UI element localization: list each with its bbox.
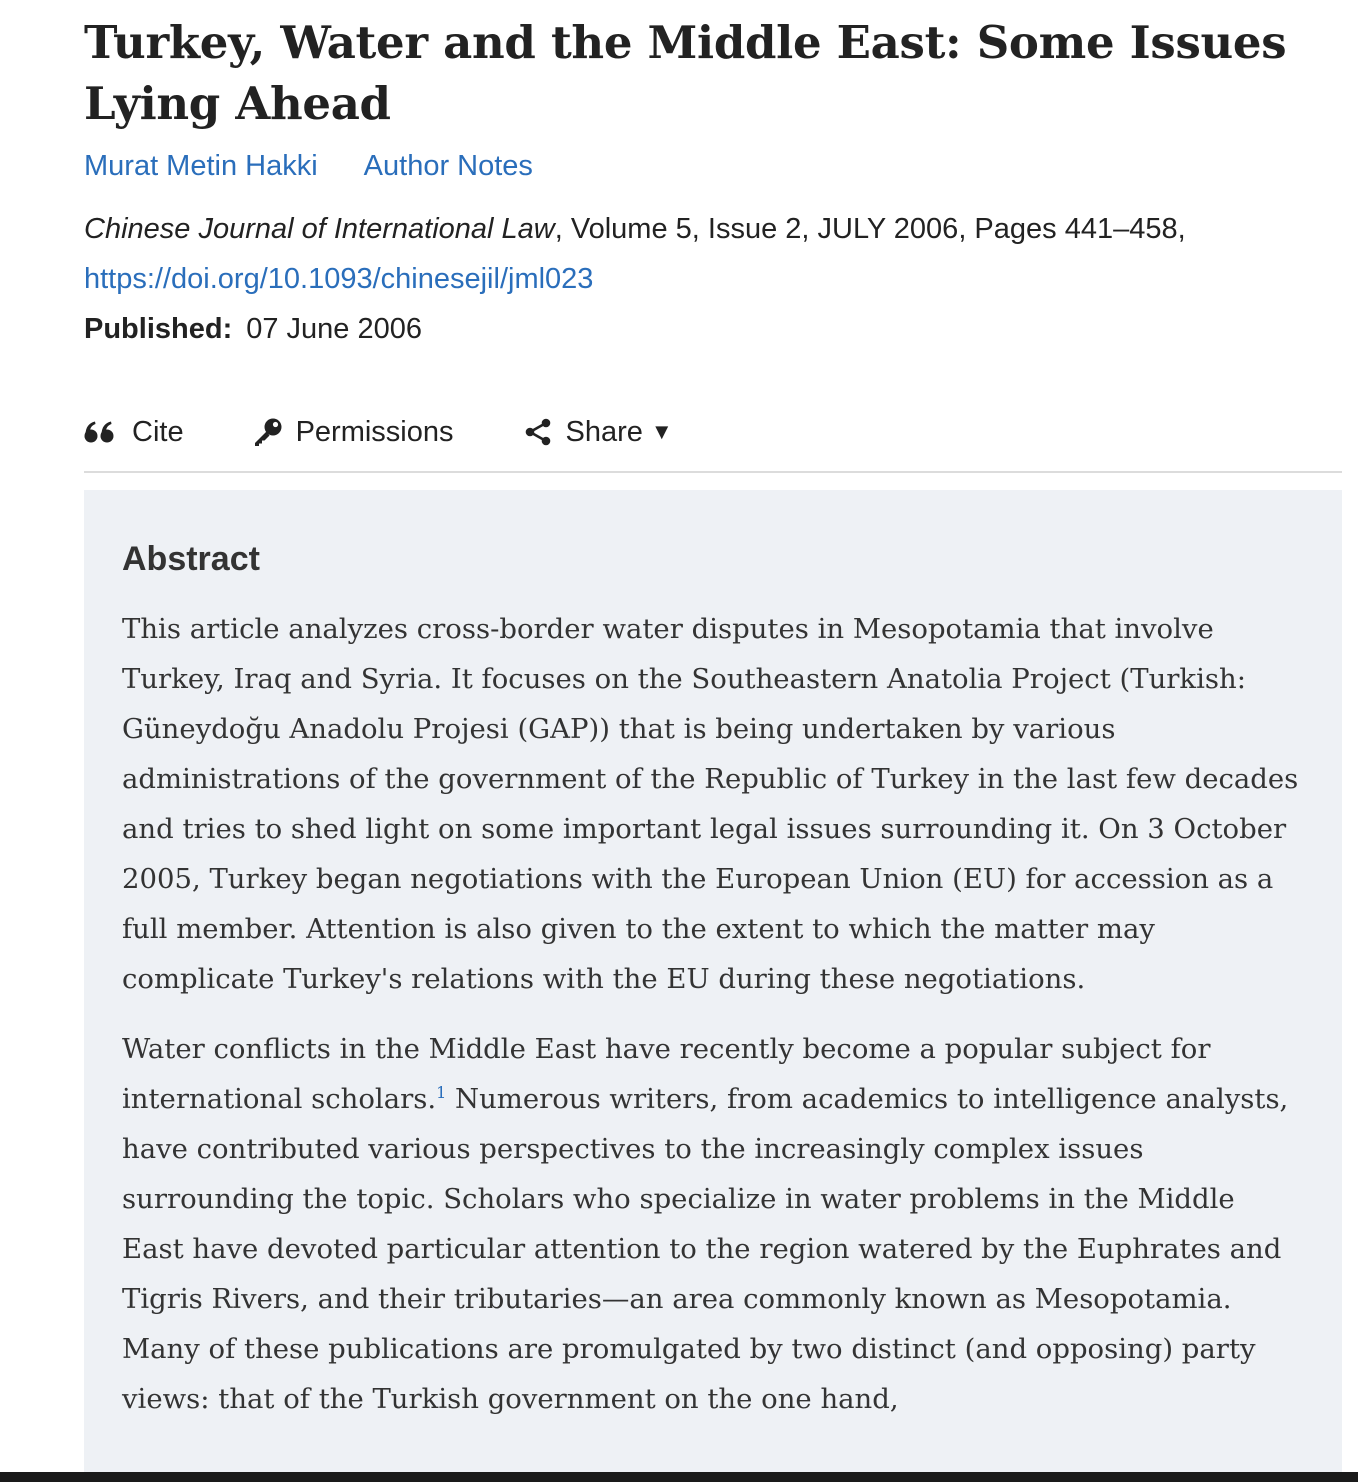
cite-label: Cite [132,415,184,448]
author-notes-link[interactable]: Author Notes [363,149,533,182]
footnote-link[interactable]: 1 [436,1082,447,1102]
published-date: 07 June 2006 [246,313,423,345]
published-label: Published: [84,313,233,345]
published-row [84,304,1342,354]
article-title: Turkey, Water and the Middle East: Some Issues Lying Ahead [84,16,1287,130]
abstract-paragraph: This article analyzes cross-border water disputes in Mesopotamia that involve Turkey, Iraq and Syria. It focuses on the Southeastern Anatolia Project (Turkish: Güneydoğu Anadolu Projesi (GAP)) that is being undertaken by various administrations of the government of the Republic of Turkey in the last few decades and tries to shed light on some important legal issues surrounding it. On 3 October 2005, Turkey began negotiations with the European Union (EU) for accession as a full member. Attention is also given to the extent to which the matter may complicate Turkey's relations with the EU during these negotiations. [122,613,1299,995]
permissions-button[interactable] [252,416,454,449]
body-text-rest: Numerous writers, from academics to intelligence analysts, have contributed various perspectives to the increasingly complex issues surrounding the topic. Scholars who specialize in water problems in the Middle East have devoted particular attention to the region watered by the Euphrates and Tigris Rivers, and their tributaries—an area commonly known as Mesopotamia. Many of these publications are promulgated by two distinct (and opposing) party views: that of the Turkish government on the one hand, [122,1083,1289,1415]
body-paragraph [122,1024,1304,1424]
body-text-start: Water conflicts in the Middle East have recently become a popular subject for international scholars. [122,1033,1211,1115]
cite-button[interactable] [84,416,184,449]
author-row [84,146,1342,186]
doi-link[interactable]: https://doi.org/10.1093/chinesejil/jml023 [84,263,594,295]
article-toolbar [84,400,1342,464]
permissions-label: Permissions [295,415,454,448]
citation [84,204,1342,304]
share-button[interactable] [522,416,673,449]
toolbar-divider [84,471,1342,473]
key-icon [252,416,284,448]
share-icon [522,416,554,448]
citation-details: , Volume 5, Issue 2, JULY 2006, Pages 441–458, [554,213,1186,245]
share-label: Share [565,415,643,448]
chevron-down-icon: ▼ [650,419,673,444]
bottom-edge-bar [0,1472,1358,1482]
article-page [84,0,1342,1415]
abstract-section [84,490,1342,1482]
abstract-heading: Abstract [122,540,260,578]
author-link[interactable]: Murat Metin Hakki [84,149,318,182]
journal-name: Chinese Journal of International Law [84,213,555,245]
quote-icon [84,420,116,444]
